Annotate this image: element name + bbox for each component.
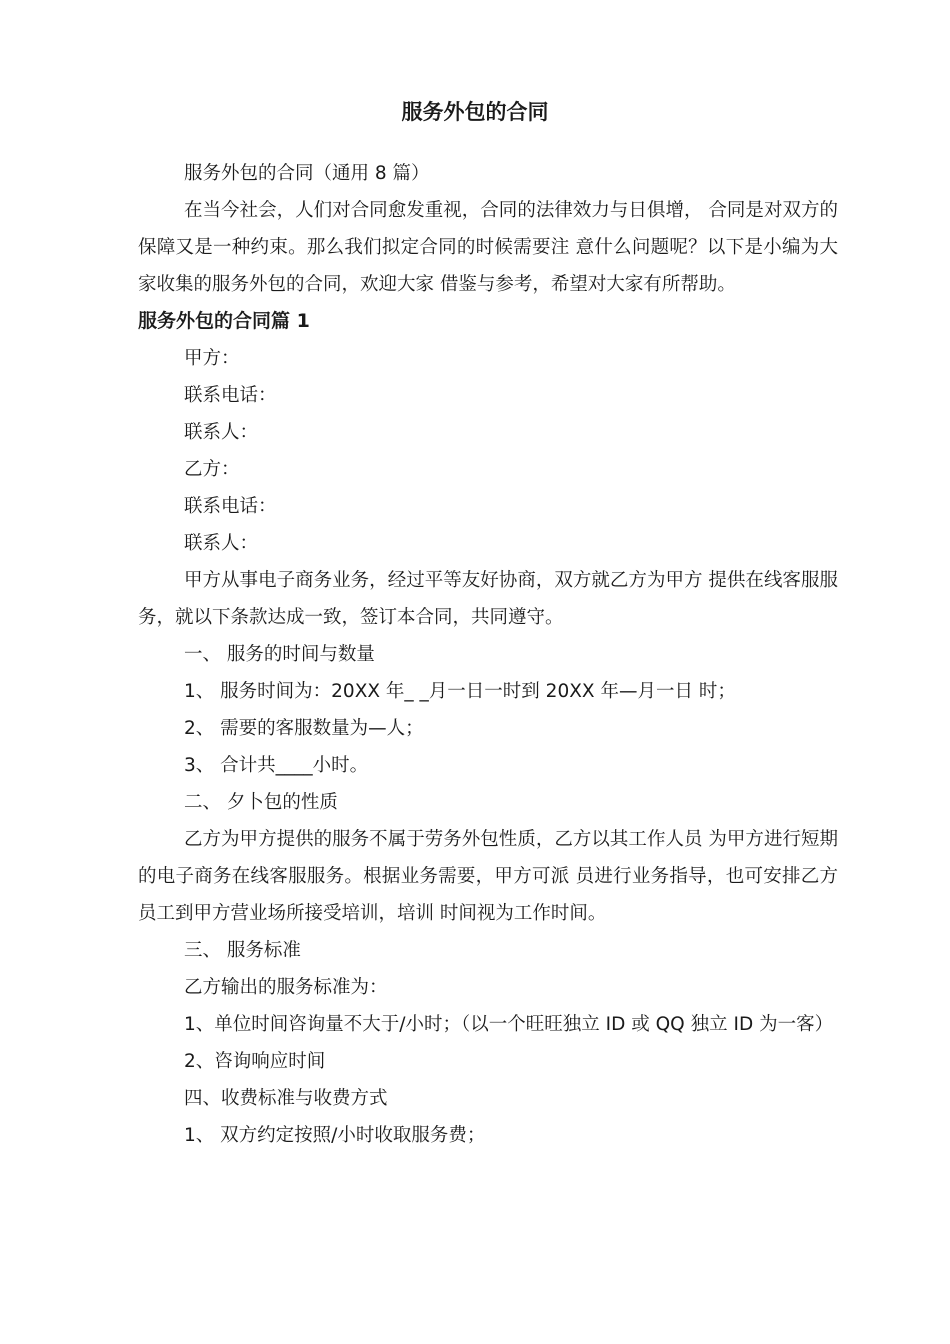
document-subtitle: 服务外包的合同（通用 8 篇） (184, 163, 430, 184)
clause-3-item-1: 1、单位时间咨询量不大于/小时；（以一个旺旺独立 ID 或 QQ 独立 ID 为一客） (184, 1014, 834, 1035)
clause-3-item-2: 2、咨询响应时间 (184, 1051, 326, 1072)
clause-3-title: 三、 服务标准 (184, 940, 301, 961)
clause-1-title: 一、 服务的时间与数量 (184, 644, 375, 665)
party-b-contact-label: 联系人： (184, 533, 259, 554)
section-heading: 服务外包的合同篇 1 (138, 310, 310, 332)
clause-4-title: 四、收费标准与收费方式 (184, 1088, 388, 1109)
clause-1-item-3: 3、 合计共____小时。 (184, 755, 369, 776)
preamble-paragraph: 甲方从事电子商务业务，经过平等友好协商，双方就乙方为甲方 提供在线客服服务，就以下条款达成一致，签订本合同，共同遵守。 (138, 570, 838, 628)
clause-2-title: 二、 夕卜包的性质 (184, 792, 338, 813)
document-title: 服务外包的合同 (401, 100, 549, 124)
clause-4-item-1: 1、 双方约定按照/小时收取服务费； (184, 1125, 486, 1146)
clause-3-intro: 乙方输出的服务标准为： (184, 977, 388, 998)
clause-1-item-2: 2、 需要的客服数量为—人； (184, 718, 424, 739)
clause-2-paragraph: 乙方为甲方提供的服务不属于劳务外包性质，乙方以其工作人员 为甲方进行短期的电子商务在线客服服务。根据业务需要，甲方可派 员进行业务指导，也可安排乙方员工到甲方营业场所接受培训，培训 时间视为工作时间。 (138, 829, 838, 924)
party-a-label: 甲方： (184, 348, 240, 369)
clause-1-item-1: 1、 服务时间为：20XX 年_ _月一日一时到 20XX 年—月一日 时； (184, 681, 736, 702)
intro-paragraph: 在当今社会，人们对合同愈发重视，合同的法律效力与日俱增， 合同是对双方的保障又是一种约束。那么我们拟定合同的时候需要注 意什么问题呢？以下是小编为大家收集的服务外包的合同，欢迎大家 借鉴与参考，希望对大家有所帮助。 (138, 200, 838, 295)
party-a-phone-label: 联系电话： (184, 385, 277, 406)
party-b-label: 乙方： (184, 459, 240, 480)
document-body (138, 155, 838, 1154)
party-b-phone-label: 联系电话： (184, 496, 277, 517)
party-a-contact-label: 联系人： (184, 422, 259, 443)
